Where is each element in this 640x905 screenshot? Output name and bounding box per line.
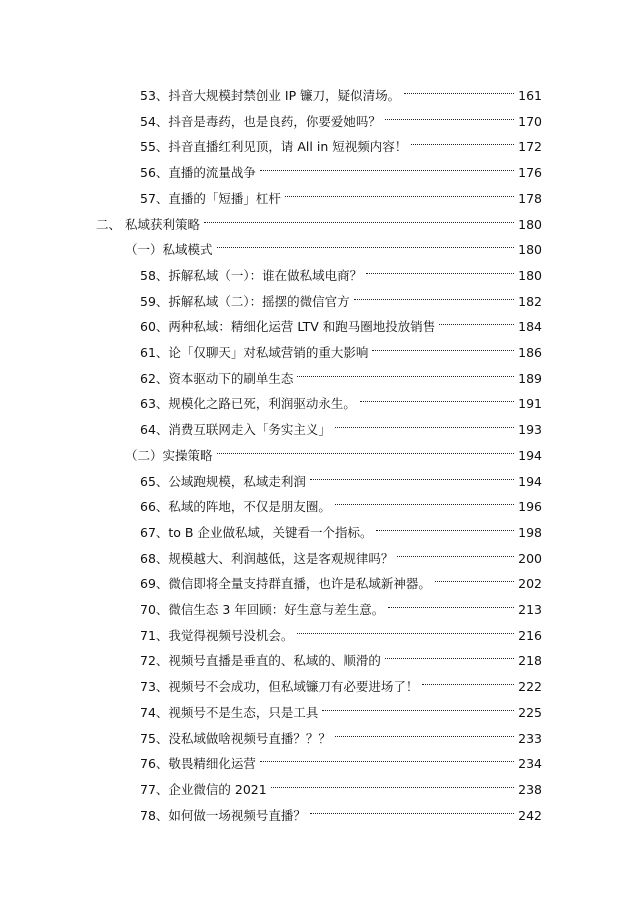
toc-entry-title: 53、抖音大规模封禁创业 IP 镰刀，疑似清场。 [140,88,401,103]
toc-entry-title: 77、企业微信的 2021 [140,781,267,797]
dot-leader [202,207,516,229]
toc-entry-page-number: 225 [518,704,542,720]
toc-entry[interactable] [140,104,542,129]
toc-entry[interactable] [140,386,542,412]
toc-entry-page-number: 198 [518,524,542,540]
toc-entry-title: 66、私域的阵地，不仅是朋友圈。 [140,499,331,515]
dot-leader [333,489,516,511]
toc-entry[interactable] [140,464,542,489]
dot-leader [386,592,516,614]
toc-entry[interactable] [140,489,542,515]
toc-entry-page-number: 170 [518,113,542,129]
dot-leader [383,104,516,126]
toc-entry-title: 60、两种私域：精细化运营 LTV 和跑马圈地投放销售 [140,319,436,335]
toc-entry[interactable] [140,309,542,335]
toc-entry[interactable] [96,207,542,232]
toc-entry-page-number: 242 [518,807,542,823]
toc-entry-title: 59、拆解私域（二）：摇摆的微信官方 [140,293,350,309]
dot-leader [333,412,516,434]
toc-entry-page-number: 216 [518,627,542,643]
toc-entry-title: 73、视频号不会成功，但私域镰刀有必要进场了！ [140,679,419,695]
toc-entry-page-number: 172 [518,139,542,155]
toc-entry-title: 67、to B 企业做私域，关键看一个指标。 [140,524,373,540]
toc-entry-page-number: 222 [518,679,542,695]
dot-leader [283,181,516,203]
toc-entry-page-number: 194 [518,447,542,463]
toc-entry-title: 58、拆解私域（一）：谁在做私域电商？ [140,267,363,283]
dot-leader [383,643,516,665]
toc-entry-page-number: 189 [518,370,542,386]
toc-entry-title: 二、 私域获利策略 [96,216,200,232]
toc-entry-page-number: 193 [518,422,542,438]
dot-leader [374,515,516,537]
toc-entry-page-number: 178 [518,190,542,206]
toc-entry[interactable] [140,129,542,155]
toc-entry-page-number: 238 [518,781,542,797]
toc-entry[interactable] [140,643,542,669]
dot-leader [308,464,516,486]
dot-leader [269,772,516,794]
toc-entry-page-number: 233 [518,730,542,746]
toc-entry-page-number: 161 [518,88,542,103]
toc-entry-page-number: 200 [518,550,542,566]
toc-entry-page-number: 218 [518,653,542,669]
toc-entry[interactable] [140,566,542,592]
toc-entry-title: 56、直播的流量战争 [140,165,256,181]
toc-entry[interactable] [125,232,542,258]
toc-entry-title: 63、规模化之路已死，利润驱动永生。 [140,396,356,412]
dot-leader [295,361,516,383]
toc-entry[interactable] [140,284,542,309]
dot-leader [370,335,516,357]
toc-entry-title: 62、资本驱动下的刷单生态 [140,370,294,386]
toc-entry-title: 76、敬畏精细化运营 [140,756,256,772]
toc-entry-page-number: 180 [518,242,542,258]
toc-entry-title: （一）私域模式 [125,242,213,258]
dot-leader [358,386,516,408]
dot-leader [295,618,516,640]
dot-leader [333,721,516,743]
dot-leader [402,78,516,100]
toc-entry-title: 72、视频号直播是垂直的、私域的、顺滑的 [140,653,381,669]
toc-entry-title: 71、我觉得视频号没机会。 [140,627,294,643]
dot-leader [308,798,516,820]
dot-leader [364,258,516,280]
dot-leader [320,695,516,717]
toc-entry-page-number: 180 [518,267,542,283]
dot-leader [395,541,516,563]
toc-entry[interactable] [140,669,542,695]
toc-entry-title: 70、微信生态 3 年回顾：好生意与差生意。 [140,602,385,617]
dot-leader [352,284,516,306]
toc-entry-page-number: 196 [518,499,542,515]
toc-entry-page-number: 213 [518,602,542,617]
toc-entry[interactable] [140,695,542,720]
dot-leader [437,309,516,331]
toc-entry[interactable] [140,412,542,438]
toc-entry-title: 65、公域跑规模，私域走利润 [140,473,306,489]
dot-leader [433,566,516,588]
dot-leader [258,155,516,177]
toc-entry[interactable] [140,798,542,823]
toc-entry[interactable] [140,746,542,772]
toc-entry[interactable] [125,438,542,463]
toc-entry-title: 74、视频号不是生态，只是工具 [140,704,319,720]
toc-entry-page-number: 194 [518,473,542,489]
toc-entry[interactable] [140,181,542,206]
toc-entry[interactable] [140,721,542,746]
toc-entry[interactable] [140,78,542,103]
toc-entry-title: （二）实操策略 [125,447,213,463]
toc-entry-page-number: 182 [518,293,542,309]
toc-entry[interactable] [140,335,542,360]
toc-entry[interactable] [140,515,542,540]
toc-entry[interactable] [140,618,542,643]
toc-entry[interactable] [140,541,542,566]
toc-entry[interactable] [140,772,542,797]
toc-entry[interactable] [140,155,542,181]
toc-entry-page-number: 234 [518,756,542,772]
toc-entry-title: 64、消费互联网走入「务实主义」 [140,422,331,438]
toc-entry[interactable] [140,258,542,283]
toc-entry-page-number: 191 [518,396,542,412]
toc-entry-title: 68、规模越大、利润越低，这是客观规律吗？ [140,550,394,566]
toc-entry-title: 54、抖音是毒药，也是良药，你要爱她吗？ [140,113,381,129]
toc-entry[interactable] [140,592,542,617]
dot-leader [409,129,516,151]
toc-entry-title: 75、没私域做啥视频号直播？？？ [140,730,331,746]
toc-entry-page-number: 202 [518,576,542,592]
dot-leader [215,232,516,254]
toc-entry-page-number: 184 [518,319,542,335]
toc-entry-page-number: 186 [518,345,542,360]
toc-entry-title: 57、直播的「短播」杠杆 [140,190,281,206]
toc-entry-page-number: 176 [518,165,542,181]
toc-entry-title: 61、论「仅聊天」对私域营销的重大影响 [140,345,369,360]
toc-entry-title: 78、如何做一场视频号直播？ [140,807,306,823]
toc-entry[interactable] [140,361,542,386]
toc-entry-title: 69、微信即将全量支持群直播，也许是私域新神器。 [140,576,431,592]
toc-entry-title: 55、抖音直播红利见顶，请 All in 短视频内容！ [140,139,408,155]
toc-entry-page-number: 180 [518,216,542,232]
dot-leader [215,438,516,460]
dot-leader [420,669,516,691]
dot-leader [258,746,516,768]
